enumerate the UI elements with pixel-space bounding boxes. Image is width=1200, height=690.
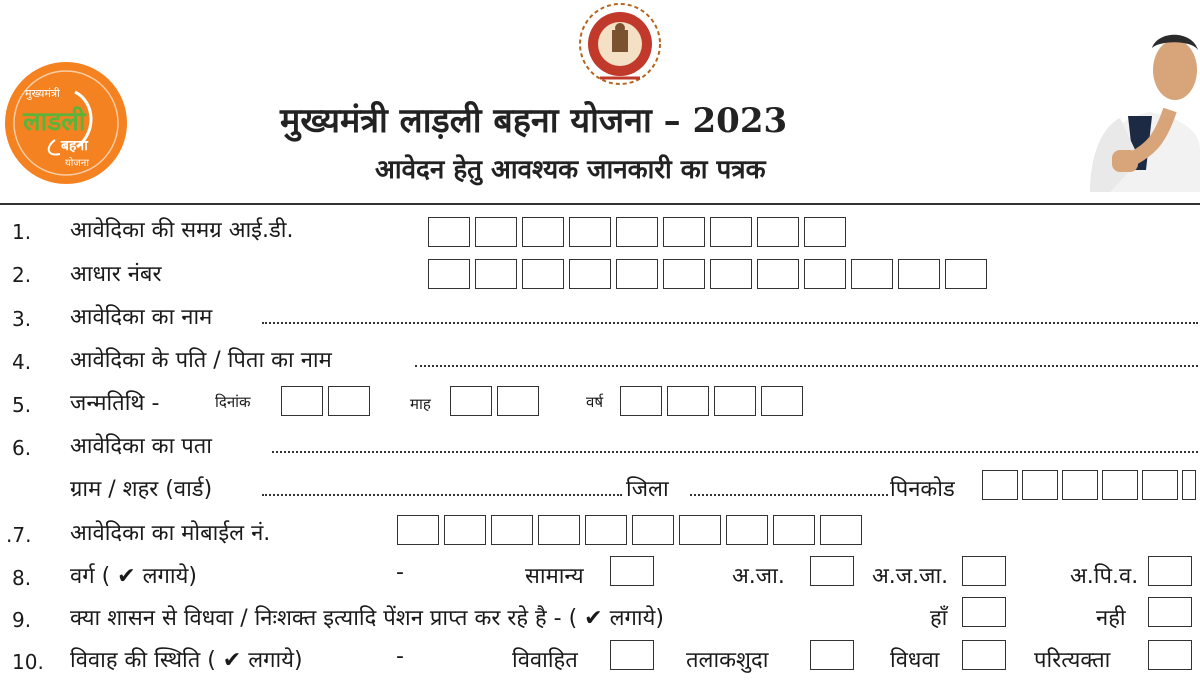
marital-abandoned-label: परित्यक्ता [1034, 648, 1111, 673]
dob-year-digit[interactable] [761, 386, 803, 416]
mobile-digit[interactable] [820, 515, 862, 545]
village-city-field[interactable] [262, 494, 622, 496]
aadhaar-digit[interactable] [898, 259, 940, 289]
page-subtitle: आवेदन हेतु आवश्यक जानकारी का पत्रक [375, 155, 766, 185]
ladli-behna-logo-icon [5, 62, 127, 184]
category-general-label: सामान्य [525, 564, 584, 589]
samagra-id-digit[interactable] [569, 217, 611, 247]
pension-yes-label: हाँ [930, 606, 948, 631]
mobile-digit[interactable] [397, 515, 439, 545]
row-4-label: आवेदिका के पति / पिता का नाम [70, 348, 332, 373]
samagra-id-digit[interactable] [804, 217, 846, 247]
row-7-number: .7. [6, 523, 32, 547]
aadhaar-digit[interactable] [710, 259, 752, 289]
aadhaar-digit[interactable] [757, 259, 799, 289]
pension-yes-checkbox[interactable] [962, 597, 1006, 627]
dob-month-label: माह [410, 395, 431, 413]
row-9-label: क्या शासन से विधवा / निःशक्त इत्यादि पेंशन प्राप्त कर रहे है - ( ✔ लगाये) [70, 606, 664, 631]
row-10-label: विवाह की स्थिति ( ✔ लगाये) [70, 648, 303, 673]
dob-day-digit[interactable] [328, 386, 370, 416]
mobile-digit[interactable] [444, 515, 486, 545]
logo-line-1: मुख्यमंत्री [25, 87, 60, 100]
samagra-id-digit[interactable] [428, 217, 470, 247]
pincode-digit[interactable] [1182, 470, 1196, 500]
samagra-id-digit[interactable] [616, 217, 658, 247]
aadhaar-digit[interactable] [945, 259, 987, 289]
pincode-digit[interactable] [1022, 470, 1058, 500]
pincode-digit[interactable] [1062, 470, 1098, 500]
dob-day-label: दिनांक [215, 393, 251, 411]
samagra-id-digit[interactable] [757, 217, 799, 247]
samagra-id-digit[interactable] [663, 217, 705, 247]
row-2-number: 2. [12, 263, 32, 287]
mobile-digit[interactable] [773, 515, 815, 545]
header-divider [0, 203, 1200, 205]
dob-day-digit[interactable] [281, 386, 323, 416]
marital-widow-checkbox[interactable] [962, 640, 1006, 670]
samagra-id-boxes[interactable] [428, 217, 846, 247]
category-general-checkbox[interactable] [610, 556, 654, 586]
husband-father-name-field[interactable] [415, 365, 1198, 367]
samagra-id-digit[interactable] [710, 217, 752, 247]
aadhaar-boxes[interactable] [428, 259, 987, 289]
mobile-digit[interactable] [679, 515, 721, 545]
aadhaar-digit[interactable] [616, 259, 658, 289]
dob-month-digit[interactable] [450, 386, 492, 416]
chief-minister-portrait-icon [1080, 0, 1200, 192]
district-label: जिला [626, 477, 669, 502]
mp-state-emblem-icon [566, 0, 674, 96]
aadhaar-digit[interactable] [522, 259, 564, 289]
aadhaar-digit[interactable] [663, 259, 705, 289]
row-5-label: जन्मतिथि - [70, 391, 160, 416]
pincode-digit[interactable] [1142, 470, 1178, 500]
mobile-digit[interactable] [726, 515, 768, 545]
district-field[interactable] [690, 494, 888, 496]
aadhaar-digit[interactable] [569, 259, 611, 289]
row-4-number: 4. [12, 350, 32, 374]
category-obc-checkbox[interactable] [1148, 556, 1192, 586]
row-9-number: 9. [12, 608, 32, 632]
marital-abandoned-checkbox[interactable] [1148, 640, 1192, 670]
row-8-label: वर्ग ( ✔ लगाये) [70, 564, 197, 589]
aadhaar-digit[interactable] [428, 259, 470, 289]
row-1-label: आवेदिका की समग्र आई.डी. [70, 218, 294, 243]
aadhaar-digit[interactable] [804, 259, 846, 289]
dob-year-digit[interactable] [620, 386, 662, 416]
row-3-number: 3. [12, 307, 32, 331]
mobile-digit[interactable] [632, 515, 674, 545]
marital-divorced-label: तलाकशुदा [686, 648, 769, 673]
dob-month-digit[interactable] [497, 386, 539, 416]
category-obc-label: अ.पि.व. [1070, 564, 1139, 589]
marital-married-checkbox[interactable] [610, 640, 654, 670]
aadhaar-digit[interactable] [851, 259, 893, 289]
pincode-boxes[interactable] [982, 470, 1196, 500]
row-8-dash: - [396, 560, 404, 585]
pincode-digit[interactable] [982, 470, 1018, 500]
category-sc-label: अ.जा. [732, 564, 785, 589]
samagra-id-digit[interactable] [475, 217, 517, 247]
row-8-number: 8. [12, 566, 32, 590]
name-field[interactable] [262, 322, 1198, 324]
pincode-label: पिनकोड [890, 477, 955, 502]
dob-year-digit[interactable] [714, 386, 756, 416]
mobile-digit[interactable] [538, 515, 580, 545]
row-1-number: 1. [12, 220, 32, 244]
dob-year-label: वर्ष [586, 393, 604, 411]
logo-line-2: लाडली [23, 107, 86, 137]
dob-month-boxes[interactable] [450, 386, 539, 416]
dob-day-boxes[interactable] [281, 386, 370, 416]
address-field[interactable] [272, 451, 1198, 453]
mobile-digit[interactable] [491, 515, 533, 545]
pension-no-label: नही [1096, 606, 1126, 631]
row-6-number: 6. [12, 436, 32, 460]
dob-year-digit[interactable] [667, 386, 709, 416]
category-st-label: अ.ज.जा. [872, 564, 949, 589]
village-city-label: ग्राम / शहर (वार्ड) [70, 477, 213, 502]
mobile-digit[interactable] [585, 515, 627, 545]
logo-line-4: योजना [65, 158, 89, 169]
row-10-number: 10. [12, 650, 44, 674]
row-10-dash: - [396, 644, 404, 669]
samagra-id-digit[interactable] [522, 217, 564, 247]
mobile-boxes[interactable] [397, 515, 862, 545]
row-7-label: आवेदिका का मोबाईल नं. [70, 521, 271, 546]
pension-no-checkbox[interactable] [1148, 597, 1192, 627]
pincode-digit[interactable] [1102, 470, 1138, 500]
category-sc-checkbox[interactable] [810, 556, 854, 586]
marital-widow-label: विधवा [890, 648, 940, 673]
marital-divorced-checkbox[interactable] [810, 640, 854, 670]
dob-year-boxes[interactable] [620, 386, 803, 416]
category-st-checkbox[interactable] [962, 556, 1006, 586]
page-title: मुख्यमंत्री लाड़ली बहना योजना – 2023 [280, 101, 788, 141]
logo-line-3: बहना [61, 138, 88, 154]
aadhaar-digit[interactable] [475, 259, 517, 289]
row-3-label: आवेदिका का नाम [70, 305, 213, 330]
row-2-label: आधार नंबर [70, 262, 162, 287]
marital-married-label: विवाहित [512, 648, 578, 673]
row-6-label: आवेदिका का पता [70, 434, 213, 459]
row-5-number: 5. [12, 393, 32, 417]
